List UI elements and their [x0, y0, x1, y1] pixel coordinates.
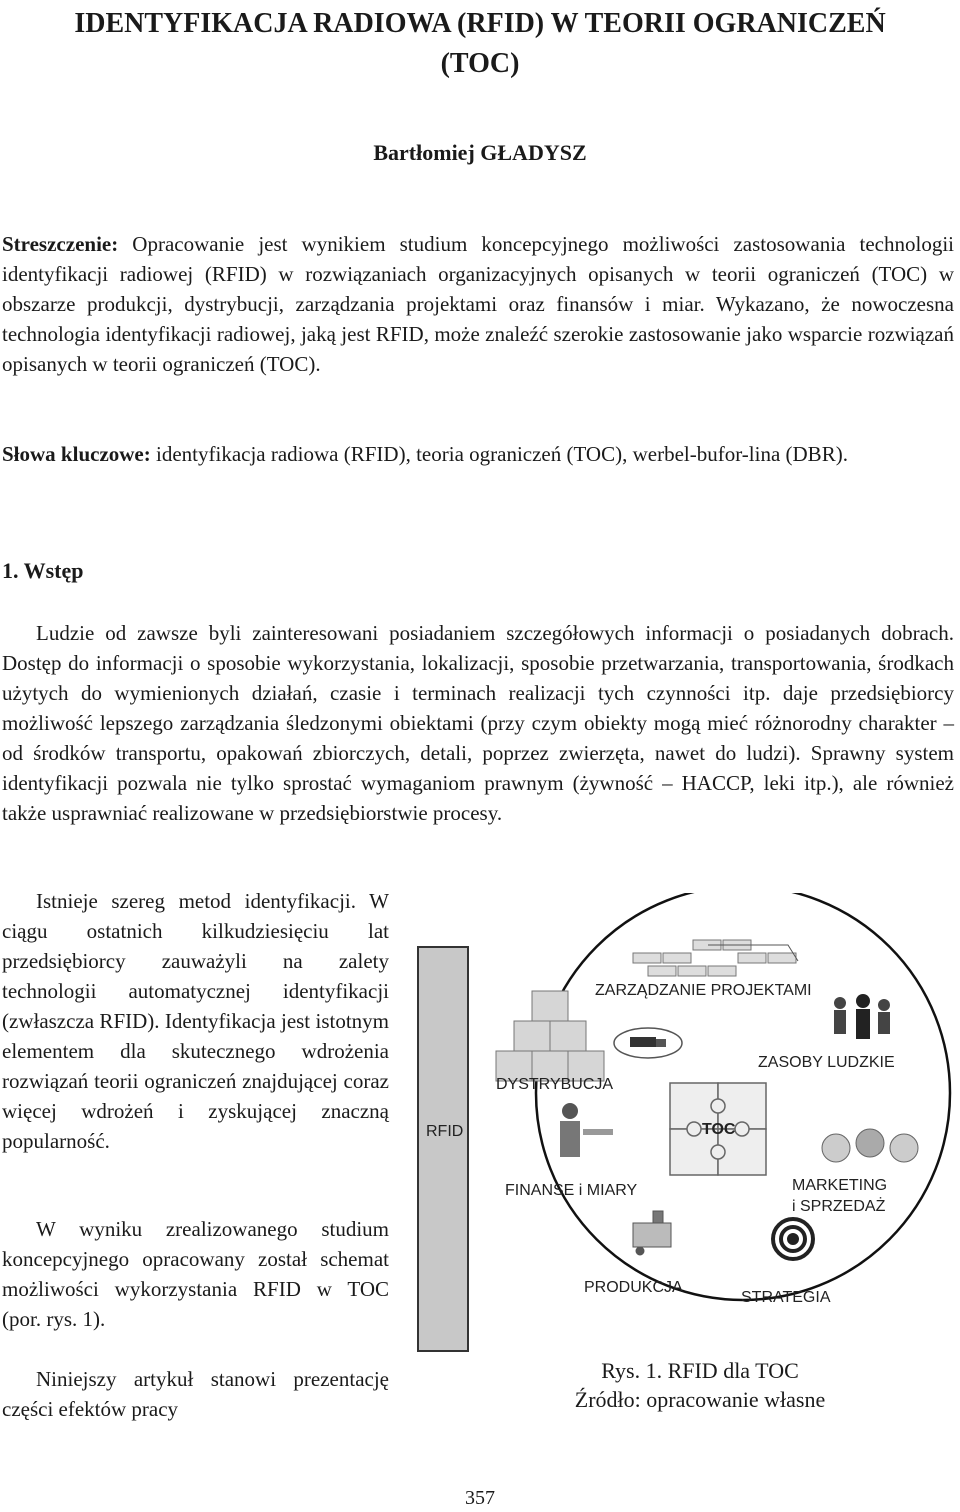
label-rfid: RFID	[426, 1123, 464, 1140]
label-marketing-1: MARKETING	[792, 1177, 888, 1194]
column-paragraph-2: W wyniku zrealizowanego studium koncepcyjnego opracowany został schemat możliwości wykorzystania RFID w TOC (por. rys. 1).	[2, 1217, 389, 1331]
people-icon	[834, 994, 890, 1039]
label-toc: TOC	[702, 1121, 736, 1138]
figure-rfid-toc	[408, 893, 960, 1353]
page-number: 357	[465, 1487, 495, 1509]
label-finance: FINANSE i MIARY	[505, 1182, 638, 1199]
keywords-label: Słowa kluczowe:	[2, 442, 151, 466]
caption-line-1: Rys. 1. RFID dla TOC	[601, 1358, 799, 1383]
abstract	[2, 229, 954, 379]
keywords	[2, 439, 954, 469]
section-heading: 1. Wstęp	[2, 558, 84, 583]
figure-caption	[500, 1356, 900, 1414]
label-marketing-2: i SPRZEDAŻ	[792, 1198, 886, 1215]
column-paragraph-1: Istnieje szereg metod identyfikacji. W ciągu ostatnich kilkudziesięciu lat przedsiębiorcy zauważyli na zalety technologii automatycznej identyfikacji (zwłaszcza RFID). Identyfikacja jest istotnym elementem dla skutecznego wdrożenia rozwiązań teorii ograniczeń znajdującej coraz więcej wdrożeń i zyskującej znaczną popularność.	[2, 889, 389, 1153]
caption-line-2: Źródło: opracowanie własne	[574, 1387, 826, 1412]
abstract-label: Streszczenie:	[2, 232, 119, 256]
truck-icon	[614, 1028, 682, 1058]
abstract-text: Opracowanie jest wynikiem studium koncepcyjnego możliwości zastosowania technologii identyfikacji radiowej (RFID) w rozwiązaniach organizacyjnych opisanych w teorii ograniczeń (TOC) w obszarze produkcji, dystrybucji, zarządzania projektami oraz finansów i miar. Wykazano, że nowoczesna technologia identyfikacji radiowej, jaką jest RFID, może znaleźć szerokie zastosowanie jako wsparcie rozwiązań opisanych w teorii ograniczeń (TOC).	[2, 232, 954, 376]
author: Bartłomiej GŁADYSZ	[373, 140, 587, 165]
label-strategy: STRATEGIA	[741, 1289, 831, 1306]
keywords-text: identyfikacja radiowa (RFID), teoria ograniczeń (TOC), werbel-bufor-lina (DBR).	[156, 442, 848, 466]
title-line-2: (TOC)	[440, 48, 520, 79]
rfid-bar	[418, 947, 468, 1351]
paper-title	[0, 4, 960, 84]
title-line-1: IDENTYFIKACJA RADIOWA (RFID) W TEORII OGRANICZEŃ	[74, 8, 886, 39]
label-production: PRODUKCJA	[584, 1279, 683, 1296]
label-hr: ZASOBY LUDZKIE	[758, 1054, 895, 1071]
intro-paragraph: Ludzie od zawsze byli zainteresowani posiadaniem szczegółowych informacji o posiadanych dobrach. Dostęp do informacji o sposobie wykorzystania, lokalizacji, sposobie przetwarzania, transportowania, środkach użytych do wymienionych działań, czasie i terminach realizacji tych czynności itp. daje przedsiębiorcy możliwość lepszego zarządzania śledzonymi obiektami (przy czym obiekty mogą mieć różnorodny charakter – od środków transportu, opakowań zbiorczych, detali, poprzez zwierzęta, nawet do ludzi). Sprawny system identyfikacji pozwala nie tylko sprostać wymaganiom prawnym (żywność – HACCP, leki itp.), ale również także usprawniać realizowane w przedsiębiorstwie procesy.	[2, 621, 954, 825]
label-distribution: DYSTRYBUCJA	[496, 1076, 614, 1093]
globe-icon	[822, 1129, 918, 1162]
target-icon	[773, 1219, 813, 1259]
figure-diagram	[408, 893, 960, 1353]
label-projects: ZARZĄDZANIE PROJEKTAMI	[595, 982, 812, 999]
column-paragraph-3: Niniejszy artykuł stanowi prezentację części efektów pracy	[2, 1367, 389, 1421]
